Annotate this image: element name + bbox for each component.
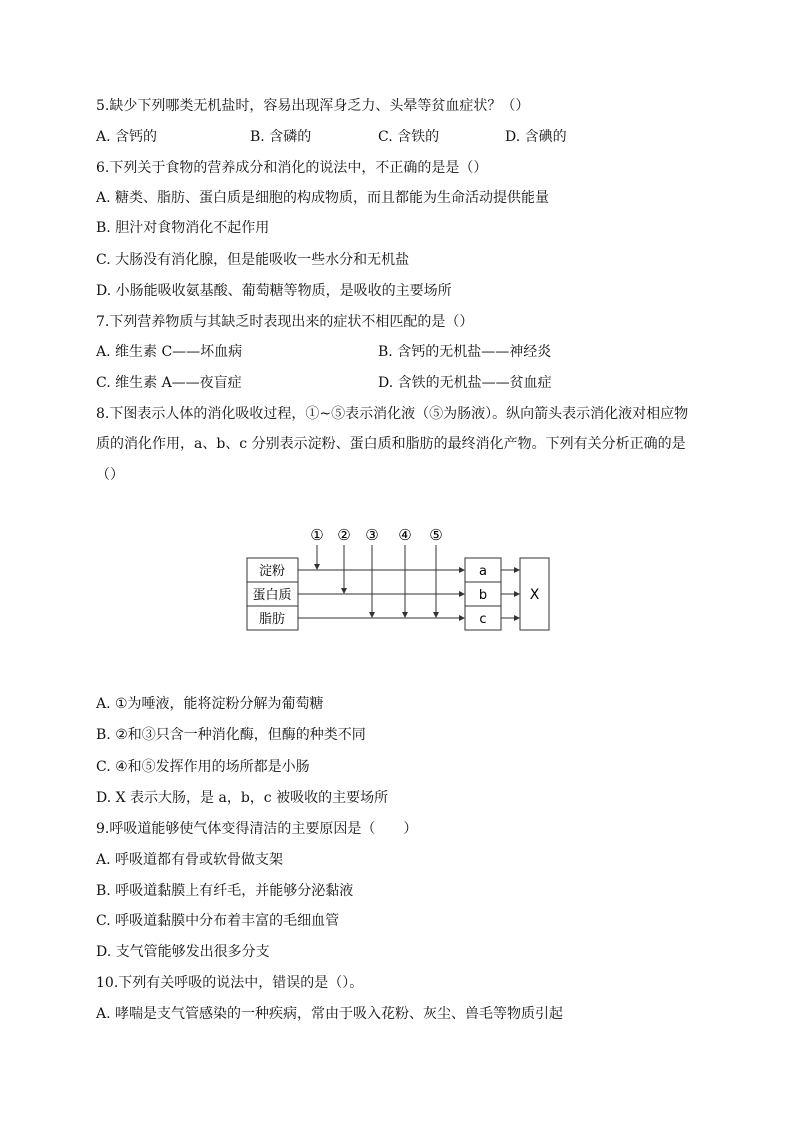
substance-protein: 蛋白质 <box>252 588 292 603</box>
q6-option-b: B. 胆汁对食物消化不起作用 <box>96 220 270 236</box>
q10-option-a: A. 哮喘是支气管感染的一种疾病，常由于吸入花粉、灰尘、兽毛等物质引起 <box>96 1006 564 1022</box>
q10-stem: 10.下列有关呼吸的说法中，错误的是（）。 <box>96 975 364 991</box>
q8-option-a: A. ①为唾液，能将淀粉分解为葡萄糖 <box>96 696 324 712</box>
product-b: b <box>478 588 488 603</box>
substance-fat: 脂肪 <box>258 612 286 627</box>
q5-stem: 5.缺少下列哪类无机盐时，容易出现浑身乏力、头晕等贫血症状？（） <box>96 98 530 114</box>
q5-option-b: B. 含磷的 <box>250 129 312 145</box>
q9-stem: 9.呼吸道能够使气体变得清洁的主要原因是（ ） <box>96 821 418 837</box>
final-label: X <box>529 587 540 603</box>
q5-option-d: D. 含碘的 <box>505 129 567 145</box>
q7-stem: 7.下列营养物质与其缺乏时表现出来的症状不相匹配的是（） <box>96 314 474 330</box>
q8-stem-line-1: 8.下图表示人体的消化吸收过程，①~⑤表示消化液（⑤为肠液）。纵向箭头表示消化液对相应物 <box>96 406 689 422</box>
q8-stem-line-3: （） <box>96 467 124 483</box>
product-a: a <box>479 564 487 579</box>
q7-option-d: D. 含铁的无机盐——贫血症 <box>378 375 552 391</box>
digestion-diagram <box>240 518 560 638</box>
diagram-label-1: ① <box>310 526 324 544</box>
q5-option-a: A. 含钙的 <box>96 129 158 145</box>
horizontal-flow-lines <box>298 570 464 618</box>
q6-option-a: A. 糖类、脂肪、蛋白质是细胞的构成物质，而且都能为生命活动提供能量 <box>96 190 550 206</box>
substance-starch: 淀粉 <box>258 564 286 579</box>
diagram-label-5: ⑤ <box>429 526 443 544</box>
diagram-label-2: ② <box>337 526 351 544</box>
vertical-digestion-arrows <box>317 545 436 617</box>
q7-option-a: A. 维生素 C——坏血病 <box>96 344 243 360</box>
q7-option-c: C. 维生素 A——夜盲症 <box>96 375 242 391</box>
q9-option-b: B. 呼吸道黏膜上有纤毛，并能够分泌黏液 <box>96 883 354 899</box>
q8-option-c: C. ④和⑤发挥作用的场所都是小肠 <box>96 759 310 775</box>
diagram-label-4: ④ <box>398 526 412 544</box>
diagram-label-3: ③ <box>365 526 379 544</box>
q7-option-b: B. 含钙的无机盐——神经炎 <box>378 344 552 360</box>
q8-option-b: B. ②和③只含一种消化酶，但酶的种类不同 <box>96 727 366 743</box>
q9-option-a: A. 呼吸道都有骨或软骨做支架 <box>96 852 284 868</box>
q6-option-c: C. 大肠没有消化腺，但是能吸收一些水分和无机盐 <box>96 252 410 268</box>
q9-option-c: C. 呼吸道黏膜中分布着丰富的毛细血管 <box>96 913 340 929</box>
q9-option-d: D. 支气管能够发出很多分支 <box>96 944 270 960</box>
product-c: c <box>479 612 487 627</box>
absorption-arrows <box>501 570 519 618</box>
q5-option-c: C. 含铁的 <box>378 129 440 145</box>
q8-option-d: D. X 表示大肠，是 a，b，c 被吸收的主要场所 <box>96 790 389 806</box>
q6-option-d: D. 小肠能吸收氨基酸、葡萄糖等物质，是吸收的主要场所 <box>96 283 452 299</box>
q8-stem-line-2: 质的消化作用，a、b、c 分别表示淀粉、蛋白质和脂肪的最终消化产物。下列有关分析正确的是 <box>96 436 686 452</box>
q6-stem: 6.下列关于食物的营养成分和消化的说法中，不正确的是是（） <box>96 160 488 176</box>
